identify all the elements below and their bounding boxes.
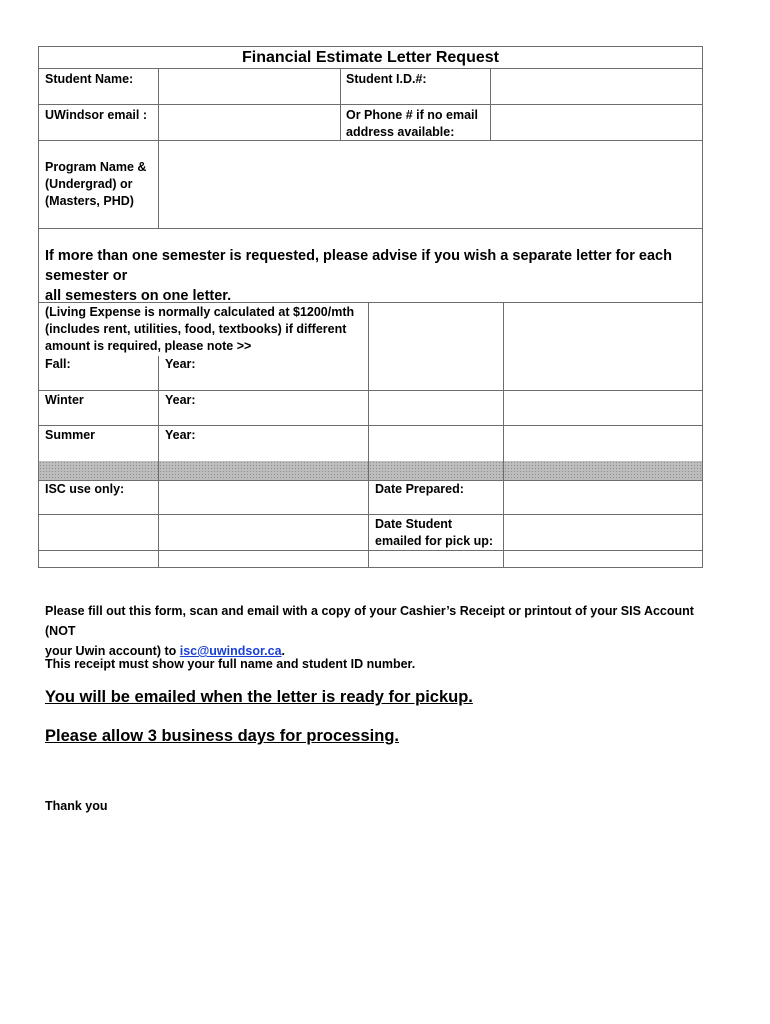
student-name-label: Student Name: <box>45 72 134 86</box>
date-emailed-label: Date Student emailed for pick up: <box>375 517 494 548</box>
living-expense-note: (Living Expense is normally calculated at $1200/mth (includes rent, utilities, food, textbooks) if different amount is required, please note >> <box>45 305 355 353</box>
semester-instruction: If more than one semester is requested, please advise if you wish a separate letter for each semester or all semesters on one letter. <box>45 248 672 304</box>
processing-notice: Please allow 3 business days for processing. <box>45 727 399 745</box>
isc-use-only-label: ISC use only: <box>45 482 125 496</box>
date-prepared-field[interactable] <box>504 481 702 514</box>
term-winter-label: Winter <box>45 393 84 407</box>
living-expense-extra-field[interactable] <box>504 303 702 390</box>
date-emailed-field[interactable] <box>504 515 702 550</box>
emailed-notice: You will be emailed when the letter is ready for pickup. <box>45 688 473 706</box>
form-title: Financial Estimate Letter Request <box>242 49 499 66</box>
student-name-field[interactable] <box>159 69 340 104</box>
year-winter-label: Year: <box>165 393 196 407</box>
year-fall-label: Year: <box>165 357 196 371</box>
program-field[interactable] <box>159 141 702 228</box>
receipt-note: This receipt must show your full name and student ID number. <box>45 657 416 671</box>
phone-field[interactable] <box>491 105 702 140</box>
shaded-separator-row <box>39 461 702 480</box>
program-label: Program Name & (Undergrad) or (Masters, PHD) <box>45 160 147 208</box>
term-summer-label: Summer <box>45 428 96 442</box>
term-fall-label: Fall: <box>45 357 71 371</box>
email-label: UWindsor email : <box>45 108 147 122</box>
phone-label: Or Phone # if no email address available: <box>346 108 478 139</box>
email-field[interactable] <box>159 105 340 140</box>
instructions-paragraph: Please fill out this form, scan and email with a copy of your Cashier’s Receipt or printout of your SIS Account (NOT your Uwin account) to isc@uwindsor.ca. <box>45 604 694 658</box>
year-summer-label: Year: <box>165 428 196 442</box>
student-id-label: Student I.D.#: <box>346 72 427 86</box>
isc-email-link[interactable]: isc@uwindsor.ca <box>179 644 282 658</box>
thank-you: Thank you <box>45 799 108 813</box>
student-id-field[interactable] <box>491 69 702 104</box>
date-prepared-label: Date Prepared: <box>375 482 464 496</box>
fall-year-field[interactable] <box>369 356 503 390</box>
winter-year-field[interactable] <box>369 391 503 425</box>
summer-year-field[interactable] <box>369 426 503 461</box>
